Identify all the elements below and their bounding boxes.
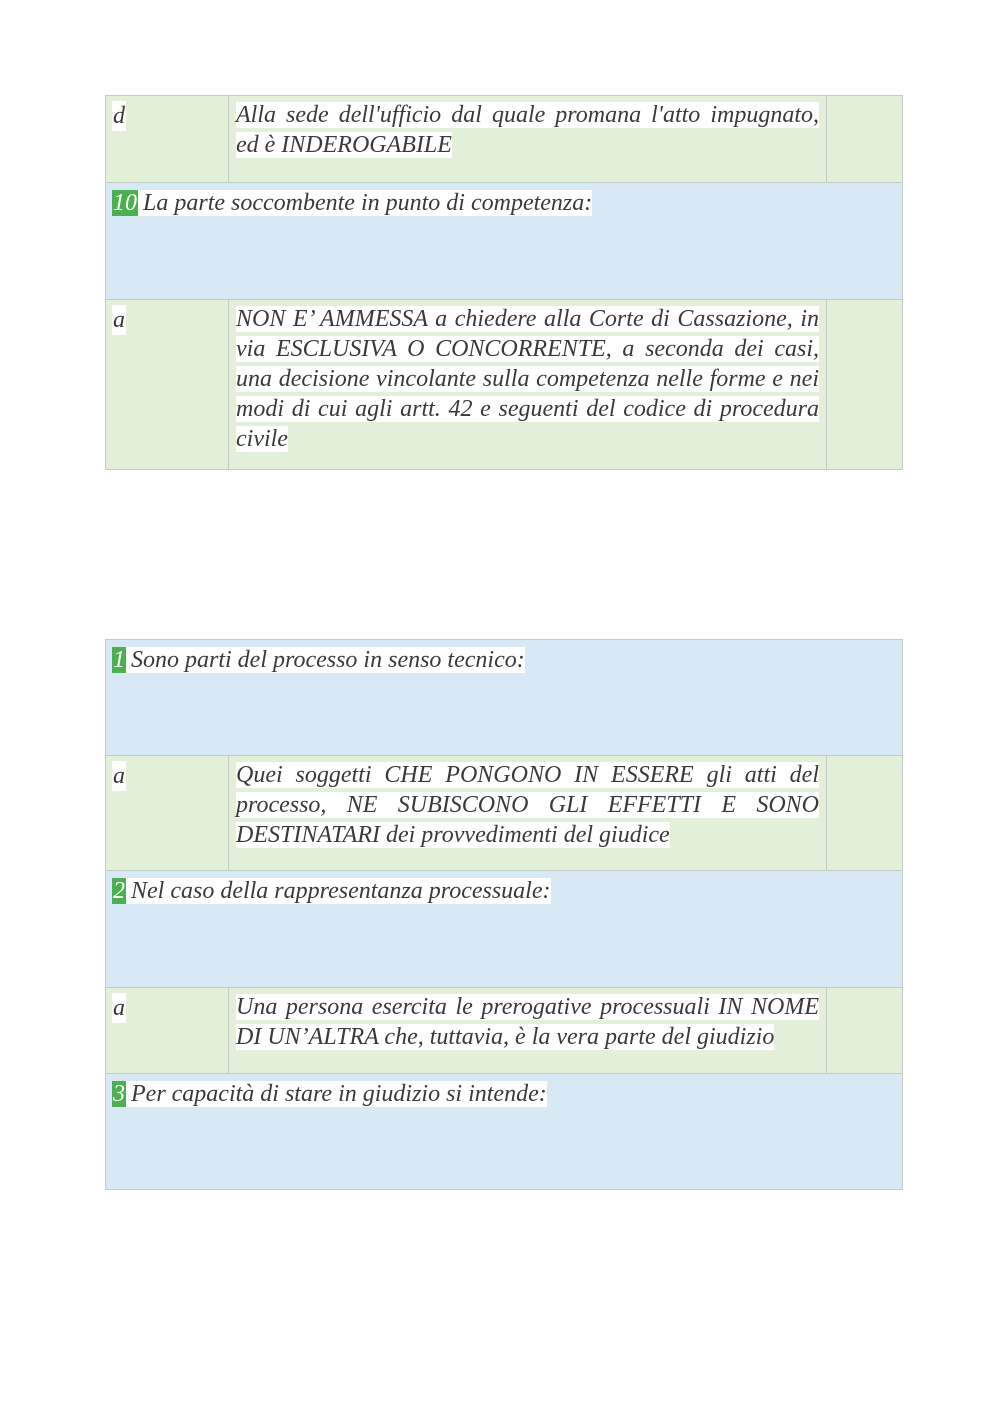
answer-row	[106, 96, 902, 182]
answer-text-cell	[229, 756, 827, 870]
question-row	[106, 640, 902, 755]
answer-text: Quei soggetti CHE PONGONO IN ESSERE gli atti del processo, NE SUBISCONO GLI EFFETTI E SONO DESTINATARI dei provvedimenti del giudice	[236, 762, 819, 848]
question-number: 3	[113, 1081, 125, 1107]
answer-letter-cell	[106, 300, 229, 469]
quiz-table-2	[105, 639, 903, 1190]
answer-letter-cell	[106, 96, 229, 182]
question-text: Sono parti del processo in senso tecnico:	[126, 647, 525, 673]
answer-row	[106, 755, 902, 870]
answer-letter: a	[113, 307, 125, 333]
answer-text-cell	[229, 300, 827, 469]
question-row	[106, 870, 902, 987]
answer-text: NON E’ AMMESSA a chiedere alla Corte di Cassazione, in via ESCLUSIVA O CONCORRENTE, a seconda dei casi, una decisione vincolante sulla competenza nelle forme e nei modi di cui agli artt. 42 e seguenti del codice di procedura civile	[236, 306, 819, 452]
answer-letter: d	[113, 103, 125, 129]
answer-row	[106, 299, 902, 469]
answer-text-cell	[229, 96, 827, 182]
question-number: 1	[113, 647, 125, 673]
question-row	[106, 182, 902, 299]
question-text: Nel caso della rappresentanza processuale:	[126, 878, 551, 904]
answer-letter: a	[113, 763, 125, 789]
quiz-table-1	[105, 95, 903, 470]
answer-letter-cell	[106, 988, 229, 1073]
question-text: Per capacità di stare in giudizio si intende:	[126, 1081, 547, 1107]
answer-text: Una persona esercita le prerogative processuali IN NOME DI UN’ALTRA che, tuttavia, è la vera parte del giudizio	[236, 994, 819, 1050]
answer-text-cell	[229, 988, 827, 1073]
question-number: 10	[113, 190, 137, 216]
question-row	[106, 1073, 902, 1189]
answer-letter-cell	[106, 756, 229, 870]
question-number: 2	[113, 878, 125, 904]
answer-text: Alla sede dell'ufficio dal quale promana l'atto impugnato, ed è INDEROGABILE	[236, 102, 819, 158]
question-text: La parte soccombente in punto di competenza:	[138, 190, 592, 216]
answer-letter: a	[113, 995, 125, 1021]
answer-row	[106, 987, 902, 1073]
